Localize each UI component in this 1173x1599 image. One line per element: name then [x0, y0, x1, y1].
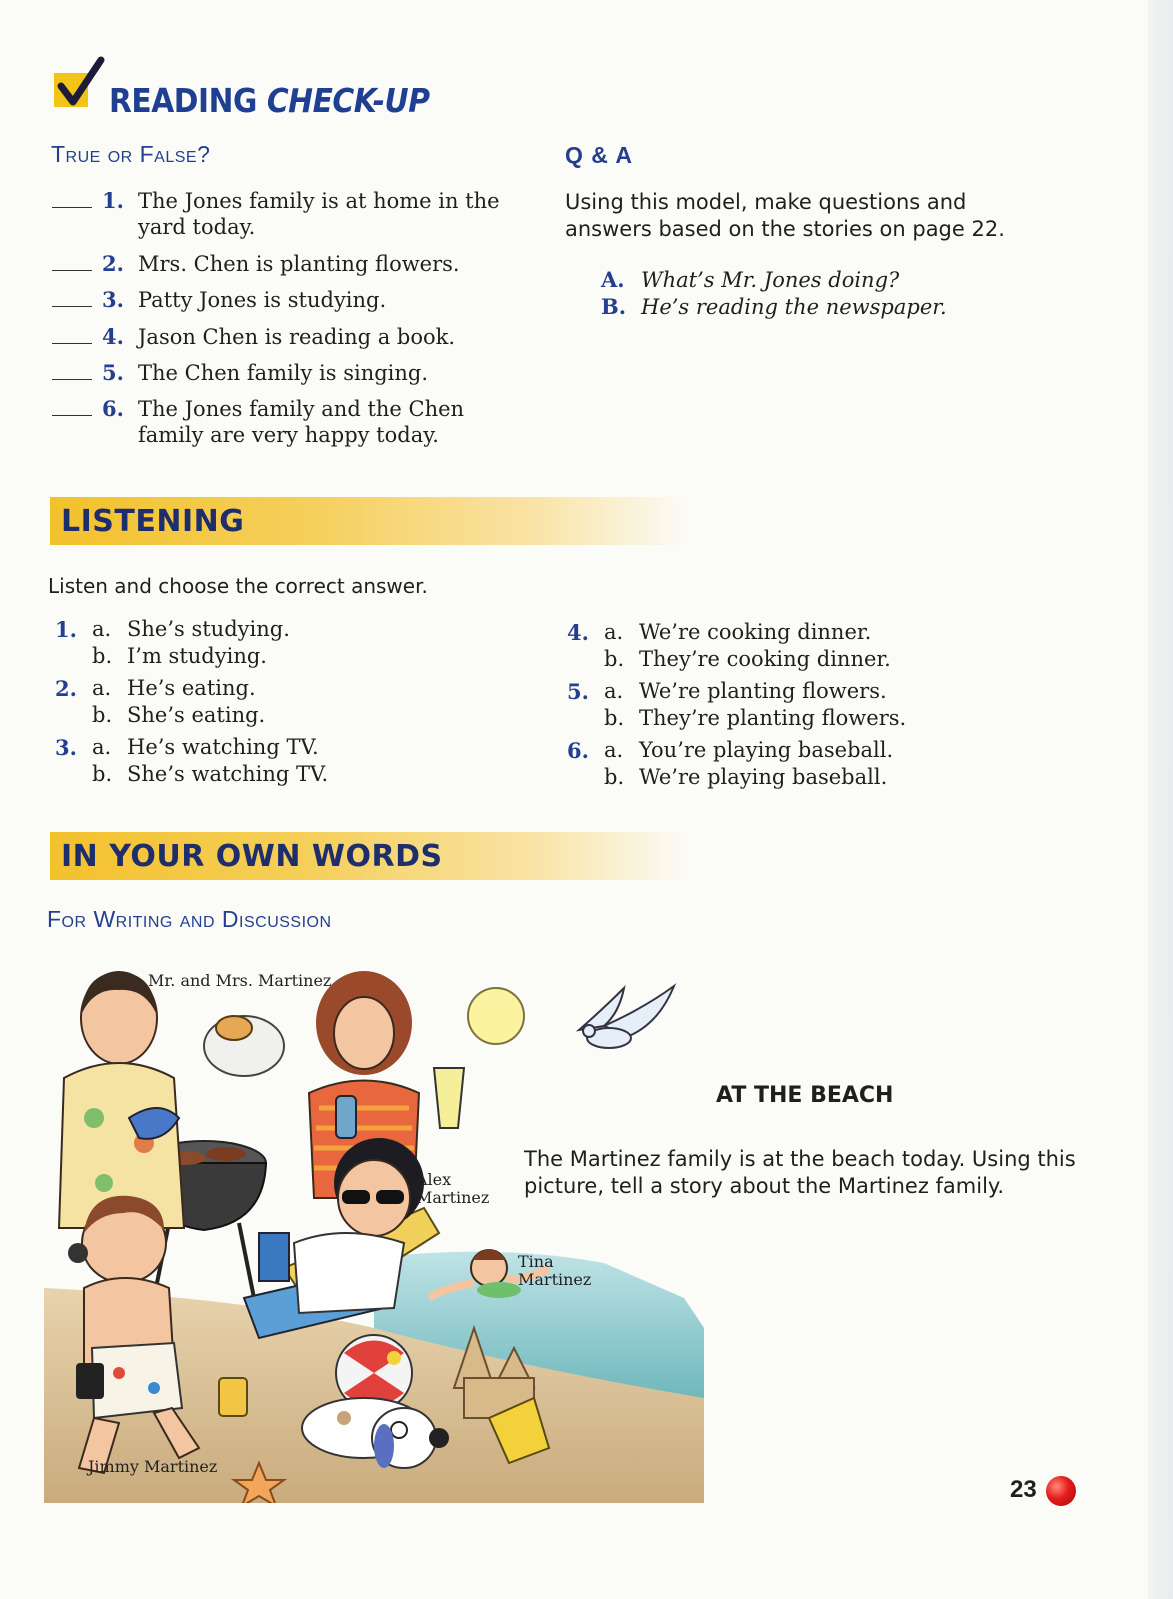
choice-letter: a. [604, 620, 624, 644]
choice-text[interactable]: They’re cooking dinner. [639, 647, 891, 671]
item-text: The Jones family and the Chen family are very happy today. [138, 397, 465, 447]
beach-title: AT THE BEACH [716, 1083, 894, 1108]
choice-text[interactable]: They’re planting flowers. [639, 706, 907, 730]
banner-label: IN YOUR OWN WORDS [61, 839, 443, 874]
item-number: 2. [102, 251, 124, 276]
choice-letter: a. [604, 679, 624, 703]
label-tina [518, 1253, 591, 1289]
choice-letter: b. [92, 762, 113, 786]
listening-banner [50, 497, 690, 545]
answer-blank[interactable] [52, 207, 92, 208]
choice-text[interactable]: We’re playing baseball. [639, 765, 888, 789]
answer-blank[interactable] [52, 379, 92, 380]
page-edge [1148, 0, 1173, 1599]
choice-text[interactable]: We’re planting flowers. [639, 679, 887, 703]
checkmark-icon [57, 56, 107, 112]
item-number: 1. [55, 617, 77, 642]
choice-letter: a. [92, 735, 112, 759]
page-dot-icon [1046, 1476, 1076, 1506]
choice-text[interactable]: She’s watching TV. [127, 762, 329, 786]
choice-letter: a. [604, 738, 624, 762]
choice-letter: b. [604, 765, 625, 789]
choice-text[interactable]: He’s eating. [127, 676, 256, 700]
label-tina-line1: Tina [518, 1252, 554, 1271]
qa-line-b [601, 294, 947, 319]
page-number: 23 [1010, 1476, 1037, 1503]
item-text: Jason Chen is reading a book. [138, 325, 456, 349]
qa-line-a [601, 267, 899, 292]
item-number: 2. [55, 676, 77, 701]
item-text: The Jones family is at home in the yard today. [138, 189, 500, 239]
answer-blank[interactable] [52, 415, 92, 416]
item-number: 5. [567, 679, 589, 704]
choice-text[interactable]: She’s eating. [127, 703, 266, 727]
listening-instructions: Listen and choose the correct answer. [48, 574, 428, 598]
label-alex [416, 1171, 489, 1207]
item-number: 4. [102, 324, 124, 349]
item-text: The Chen family is singing. [138, 361, 429, 385]
beach-illustration [44, 968, 704, 1503]
item-number: 1. [102, 188, 124, 213]
item-number: 4. [567, 620, 589, 645]
choice-text[interactable]: You’re playing baseball. [639, 738, 894, 762]
choice-text[interactable]: She’s studying. [127, 617, 290, 641]
choice-letter: b. [92, 703, 113, 727]
own-words-banner [50, 832, 690, 880]
speaker-label: B. [601, 294, 627, 319]
speaker-label: A. [601, 267, 625, 292]
qa-heading: Q & A [565, 142, 634, 168]
item-number: 3. [102, 287, 124, 312]
label-alex-line1: Alex [416, 1170, 452, 1189]
answer-blank[interactable] [52, 343, 92, 344]
choice-letter: a. [92, 676, 112, 700]
beach-scene-image [44, 968, 704, 1503]
choice-letter: b. [604, 647, 625, 671]
beach-prompt: The Martinez family is at the beach today. Using this picture, tell a story about the Martinez family. [524, 1147, 1076, 1198]
label-jimmy: Jimmy Martinez [88, 1457, 218, 1476]
true-false-heading: True or False? [51, 141, 211, 167]
item-number: 5. [102, 360, 124, 385]
item-text: Mrs. Chen is planting flowers. [138, 252, 460, 276]
label-tina-line2: Martinez [518, 1270, 592, 1289]
model-question: What’s Mr. Jones doing? [641, 268, 900, 292]
writing-discussion-heading: For Writing and Discussion [47, 906, 332, 932]
qa-instructions: Using this model, make questions and answers based on the stories on page 22. [565, 190, 1005, 241]
title-italic: CHECK-UP [266, 81, 430, 120]
choice-text[interactable]: We’re cooking dinner. [639, 620, 872, 644]
label-parents: Mr. and Mrs. Martinez [148, 971, 332, 990]
banner-label: LISTENING [61, 504, 245, 539]
choice-letter: b. [604, 706, 625, 730]
label-alex-line2: Martinez [416, 1188, 490, 1207]
choice-letter: b. [92, 644, 113, 668]
title-main: READING [109, 81, 257, 120]
item-number: 6. [567, 738, 589, 763]
model-answer: He’s reading the newspaper. [641, 295, 947, 319]
choice-text[interactable]: I’m studying. [127, 644, 267, 668]
item-number: 6. [102, 396, 124, 421]
choice-letter: a. [92, 617, 112, 641]
item-text: Patty Jones is studying. [138, 288, 387, 312]
item-number: 3. [55, 735, 77, 760]
answer-blank[interactable] [52, 270, 92, 271]
choice-text[interactable]: He’s watching TV. [127, 735, 319, 759]
answer-blank[interactable] [52, 306, 92, 307]
page-title [109, 81, 430, 120]
